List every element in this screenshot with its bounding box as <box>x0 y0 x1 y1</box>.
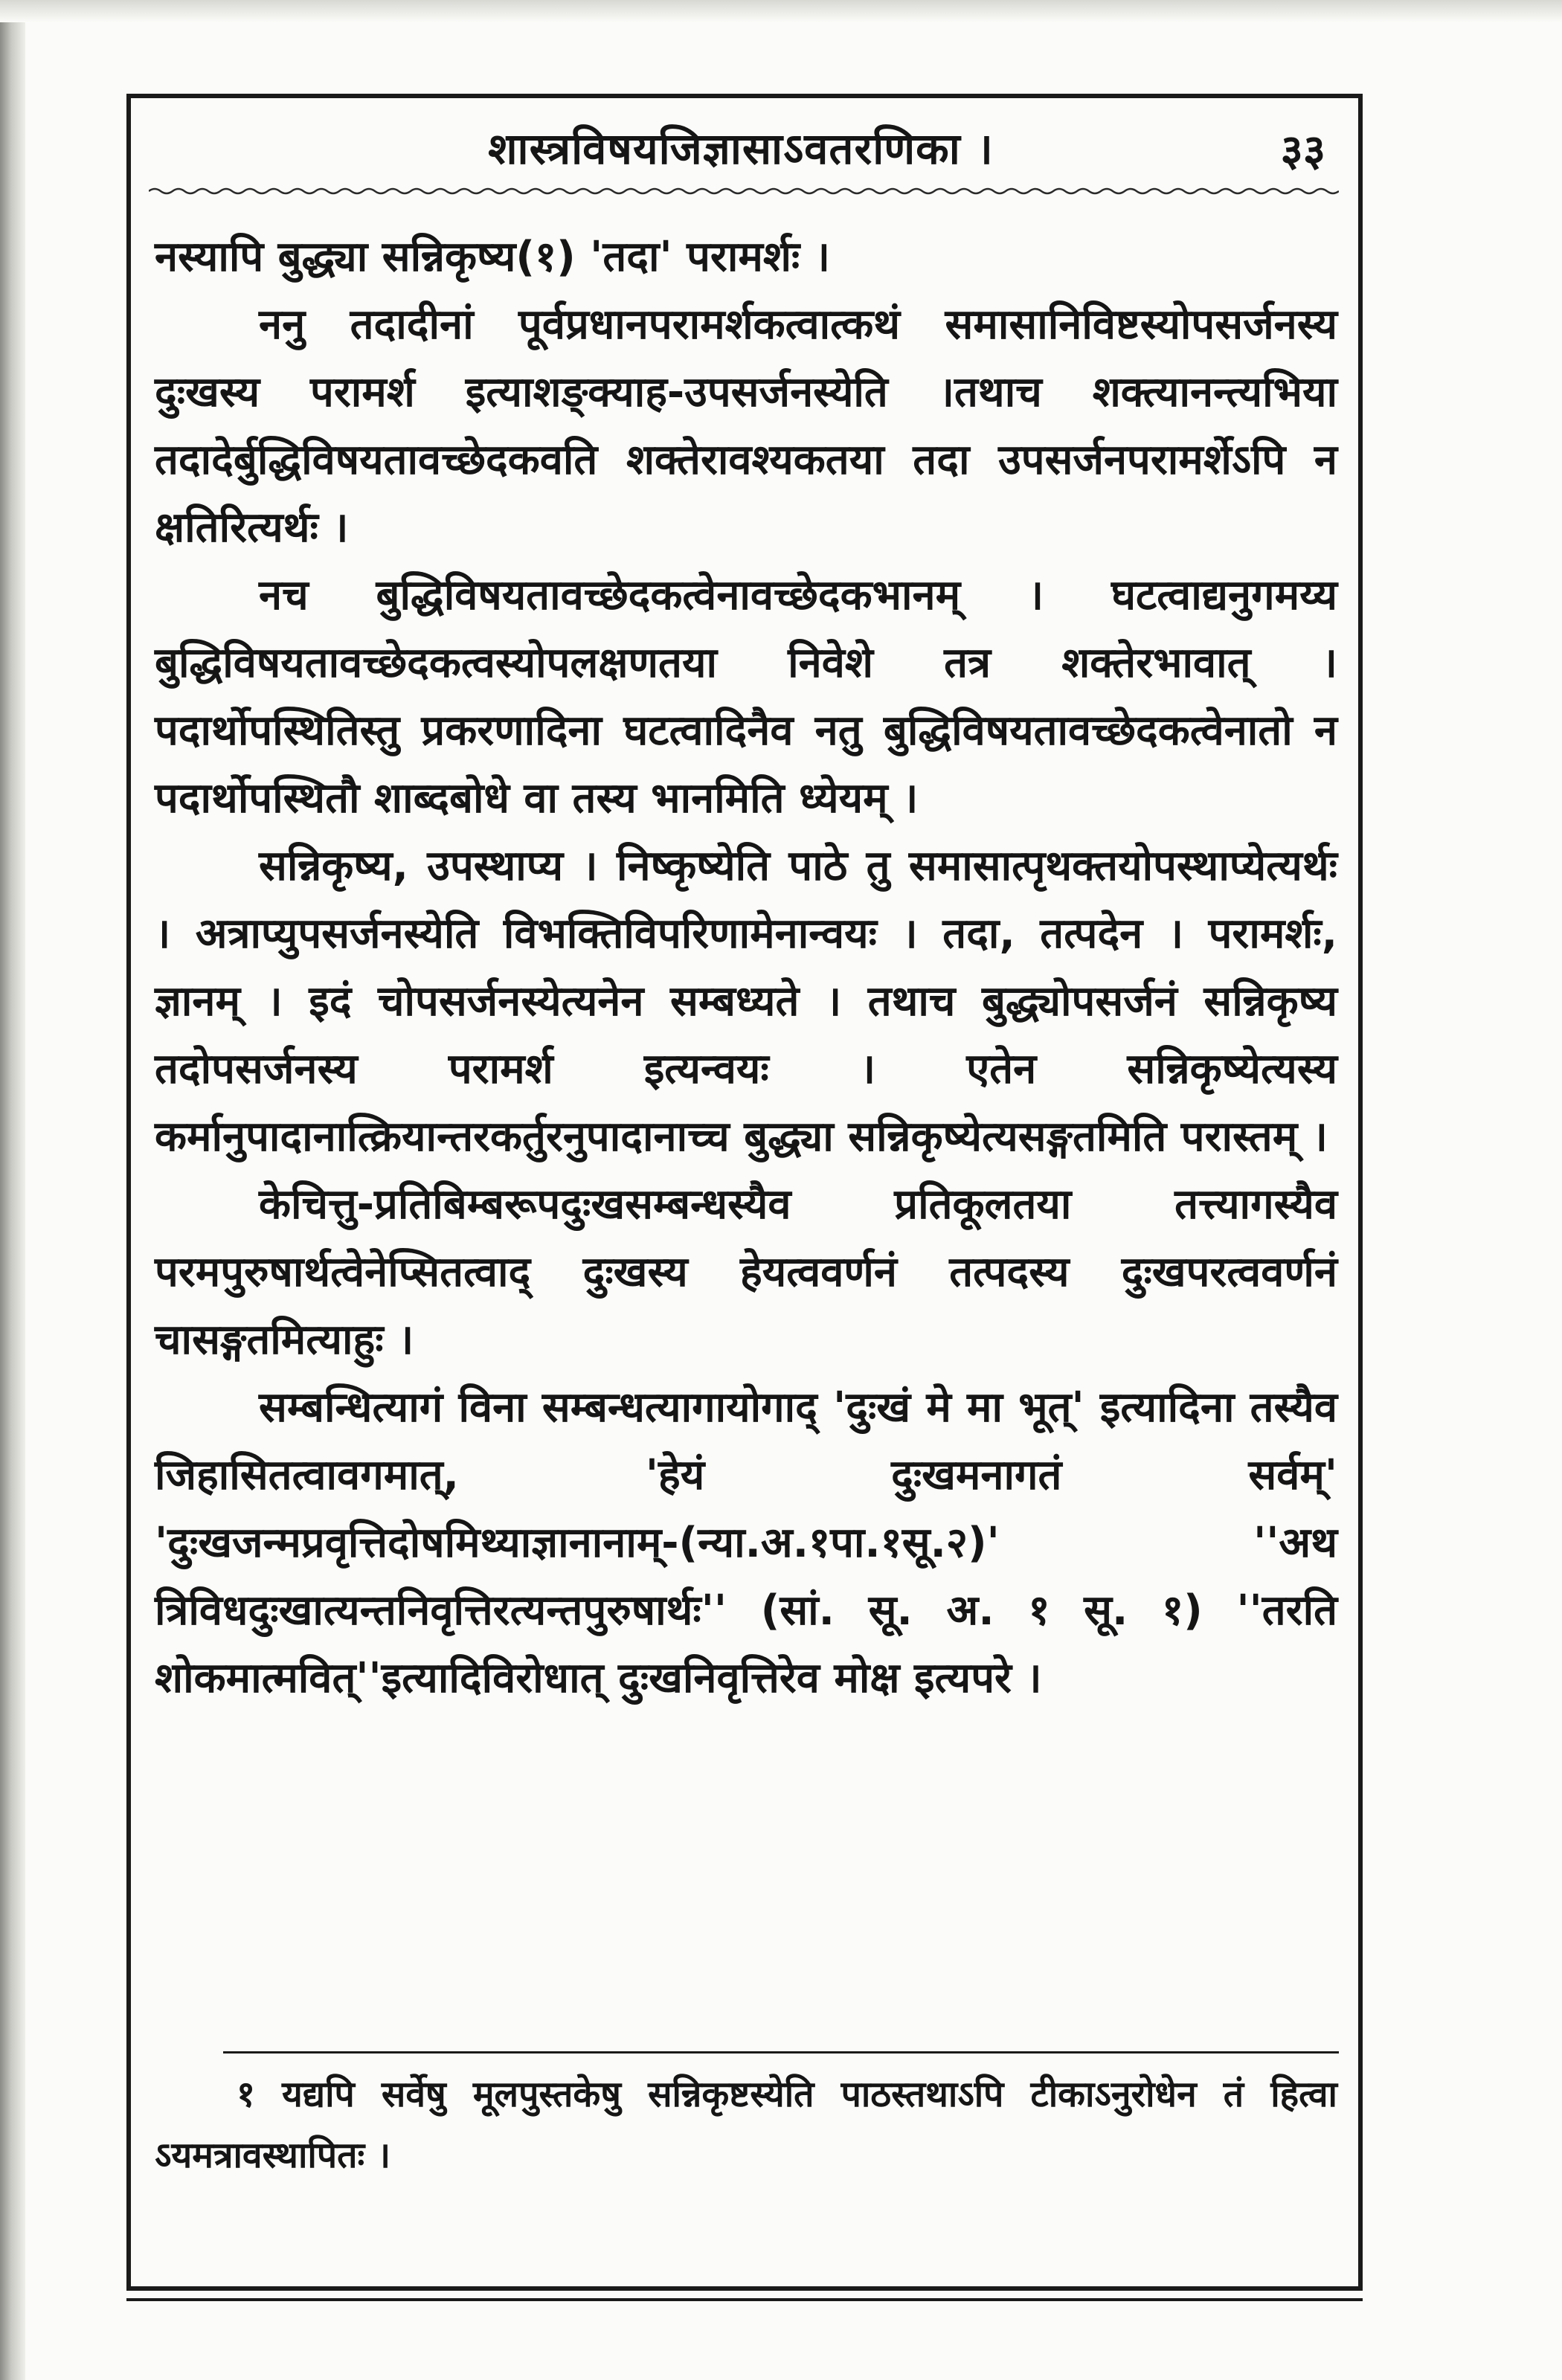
page-header <box>131 118 1351 177</box>
footnote-text: १ यद्यपि सर्वेषु मूलपुस्तकेषु सन्निकृष्टस्येति पाठस्तथाऽपि टीकाऽनुरोधेन तं हित्वा ऽयमत्रावस्थापितः । <box>155 2074 1337 2176</box>
paragraph: सम्बन्धित्यागं विना सम्बन्धत्यागायोगाद् 'दुःखं मे मा भूत्' इत्यादिना तस्यैव जिहासितत्वावगमात्, 'हेयं दुःखमनागतं सर्वम्' 'दुःखजन्मप्रवृत्तिदोषमिथ्याज्ञानानाम्-(न्या.अ.१पा.१सू.२)' ''अथ त्रिविधदुःखात्यन्तनिवृत्तिरत्यन्तपुरुषार्थः'' (सां. सू. अ. १ सू. १) ''तरति शोकमात्मवित्''इत्यादिविरोधात् दुःखनिवृत्तिरेव मोक्ष इत्यपरे । <box>155 1383 1337 1702</box>
paragraph: सन्निकृष्य, उपस्थाप्य । निष्कृष्येति पाठे तु समासात्पृथक्तयोपस्थाप्येत्यर्थः । अत्राप्युपसर्जनस्येति विभक्तिविपरिणामेनान्वयः । तदा, तत्पदेन । परामर्शः, ज्ञानम् । इदं चोपसर्जनस्येत्यनेन सम्बध्यते । तथाच बुद्ध्योपसर्जनं सन्निकृष्य तदोपसर्जनस्य परामर्श इत्यन्वयः । एतेन सन्निकृष्येत्यस्य कर्मानुपादानात्क्रियान्तरकर्तुरनुपादानाच्च बुद्ध्या सन्निकृष्येत्यसङ्गतमिति परास्तम् । <box>155 842 1337 1161</box>
header-wavy-rule <box>149 184 1339 198</box>
paragraph: ननु तदादीनां पूर्वप्रधानपरामर्शकत्वात्कथं समासानिविष्टस्योपसर्जनस्य दुःखस्य परामर्श इत्याशङ्क्याह-उपसर्जनस्येति ।तथाच शक्त्यानन्त्यभिया तदादेर्बुद्धिविषयतावच्छेदकवति शक्तेरावश्यकतया तदा उपसर्जनपरामर्शेऽपि न क्षतिरित्यर्थः । <box>155 300 1337 552</box>
running-head: शास्त्रविषयजिज्ञासाऽवतरणिका । <box>488 123 994 174</box>
paragraph-continuation: नस्यापि बुद्ध्या सन्निकृष्य(१) 'तदा' परामर्शः । <box>155 233 830 281</box>
footnote-rule <box>223 2051 1339 2053</box>
scan-top-edge <box>0 0 1562 22</box>
page-frame-bottom-rule <box>126 2286 1363 2301</box>
main-text <box>155 223 1337 1712</box>
scan-left-edge <box>0 0 25 2380</box>
paragraph: नच बुद्धिविषयतावच्छेदकत्वेनावच्छेदकभानम् । घटत्वाद्यनुगमय्य बुद्धिविषयतावच्छेदकत्वस्योपलक्षणतया निवेशे तत्र शक्तेरभावात् । पदार्थोपस्थितिस्तु प्रकरणादिना घटत्वादिनैव नतु बुद्धिविषयतावच्छेदकत्वेनातो न पदार्थोपस्थितौ शाब्दबोधे वा तस्य भानमिति ध्येयम् । <box>155 571 1337 823</box>
footnote <box>155 2064 1337 2186</box>
paragraph: केचित्तु-प्रतिबिम्बरूपदुःखसम्बन्धस्यैव प्रतिकूलतया तत्त्यागस्यैव परमपुरुषार्थत्वेनेप्सितत्वाद् दुःखस्य हेयत्ववर्णनं तत्पदस्य दुःखपरत्ववर्णनं चासङ्गतमित्याहुः । <box>155 1180 1337 1364</box>
page-number: ३३ <box>1280 125 1325 176</box>
